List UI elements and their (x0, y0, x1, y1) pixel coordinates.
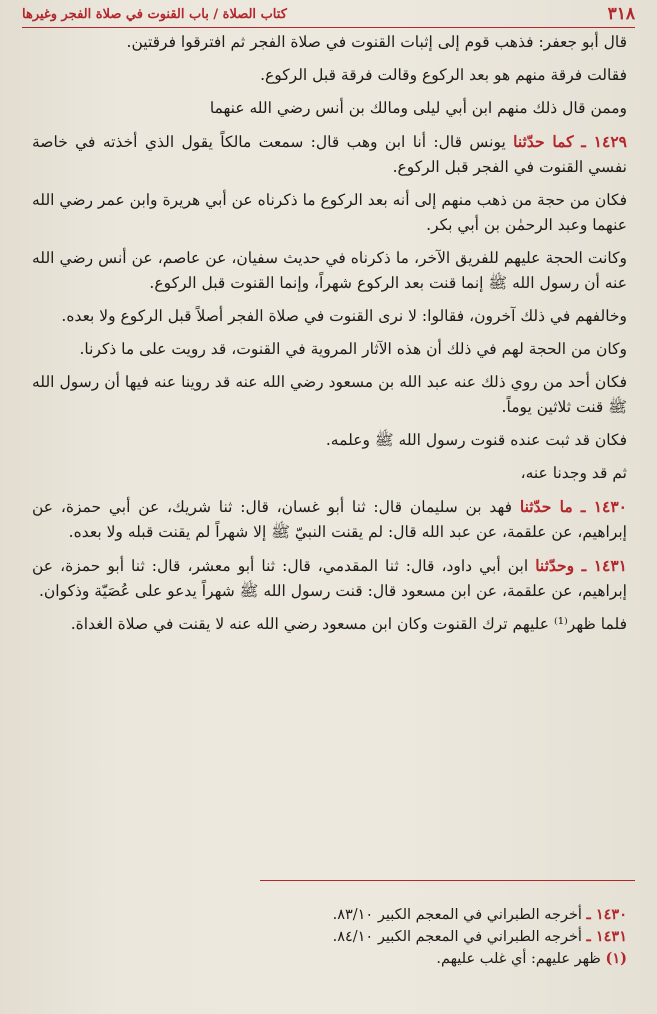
paragraph-text: يونس قال: أنا ابن وهب قال: سمعت مالكاً يقول الذي أخذته في خاصة نفسي القنوت في الفجر قبل الركوع. (32, 133, 627, 176)
paragraph (32, 63, 627, 88)
paragraph-text: وخالفهم في ذلك آخرون، فقالوا: لا نرى القنوت في صلاة الفجر أصلاً قبل الركوع ولا بعده. (61, 307, 627, 325)
paragraph (32, 461, 627, 486)
running-title: كتاب الصلاة / باب القنوت في صلاة الفجر وغيرها (22, 7, 287, 22)
footnote (150, 948, 627, 970)
paragraph (32, 428, 627, 453)
footnote-ref: ١٤٣٠ ـ (586, 906, 627, 923)
paragraph-text: فكان قد ثبت عنده قنوت رسول الله ﷺ وعلمه. (325, 431, 627, 449)
hadith-number: ١٤٣١ ـ وحدّثنا (535, 556, 628, 575)
paragraph (32, 96, 627, 121)
paragraph-text: وممن قال ذلك منهم ابن أبي ليلى ومالك بن أنس رضي الله عنهما (209, 99, 627, 117)
paragraph (32, 30, 627, 55)
header-rule (22, 27, 635, 28)
paragraph-text: وكانت الحجة عليهم للفريق الآخر، ما ذكرناه في حديث سفيان، عن عاصم، عن أنس رضي الله عنه أن رسول الله ﷺ إنما قنت بعد الركوع شهراً، وإنما القنوت قبل الركوع. (32, 249, 627, 292)
paragraph-text: ابن أبي داود، قال: ثنا المقدمي، قال: ثنا أبو معشر، قال: ثنا أبو حمزة، عن إبراهيم، عن علقمة، عن ابن مسعود قال: قنت رسول الله ﷺ شهراً يدعو على عُصَيّة وذكوان. (32, 557, 627, 600)
paragraph-text: وكان من الحجة لهم في ذلك أن هذه الآثار المروية في القنوت، قد رويت على ما ذكرنا. (79, 340, 627, 358)
page-number: ٣١٨ (607, 4, 635, 24)
paragraph-text: فلما ظهر⁽¹⁾ عليهم ترك القنوت وكان ابن مسعود رضي الله عنه لا يقنت في صلاة الغداة. (70, 615, 627, 633)
footnote-rule (260, 880, 635, 881)
main-text (32, 30, 627, 645)
hadith-paragraph (32, 553, 627, 604)
hadith-number: ١٤٣٠ ـ ما حدّثنا (519, 497, 628, 516)
page-header (22, 4, 635, 26)
hadith-paragraph (32, 129, 627, 180)
paragraph-text: فهد بن سليمان قال: ثنا أبو غسان، قال: ثنا شريك، عن أبي حمزة، عن إبراهيم، عن علقمة، عن عبد الله قال: لم يقنت النبيّ ﷺ إلا شهراً لم يقنت قبله ولا بعده. (32, 498, 627, 541)
footnotes (150, 904, 627, 970)
footnote-ref: ١٤٣١ ـ (586, 928, 627, 945)
footnote-text: أخرجه الطبراني في المعجم الكبير ٨٤/١٠. (332, 929, 587, 945)
footnote-text: أخرجه الطبراني في المعجم الكبير ٨٣/١٠. (332, 907, 587, 923)
paragraph (32, 188, 627, 238)
paragraph (32, 612, 627, 637)
footnote-text: ظهر عليهم: أي غلب عليهم. (436, 951, 606, 967)
footnote (150, 926, 627, 948)
paragraph-text: فقالت فرقة منهم هو بعد الركوع وقالت فرقة قبل الركوع. (260, 66, 627, 84)
paragraph (32, 246, 627, 296)
footnote (150, 904, 627, 926)
paragraph-text: قال أبو جعفر: فذهب قوم إلى إثبات القنوت في صلاة الفجر ثم افترقوا فرقتين. (126, 33, 627, 51)
hadith-number: ١٤٢٩ ـ كما حدّثنا (513, 132, 627, 151)
paragraph (32, 304, 627, 329)
paragraph-text: ثم قد وجدنا عنه، (520, 464, 627, 482)
paragraph (32, 370, 627, 420)
hadith-paragraph (32, 494, 627, 545)
footnote-ref: (١) (605, 950, 627, 967)
paragraph-text: فكان أحد من روي ذلك عنه عبد الله بن مسعود رضي الله عنه قد روينا عنه فيها أن رسول الله ﷺ قنت ثلاثين يوماً. (32, 373, 627, 416)
paragraph-text: فكان من حجة من ذهب منهم إلى أنه بعد الركوع ما ذكرناه عن أبي هريرة وابن عمر رضي الله عنهما وعبد الرحمٰن بن أبي بكر. (32, 191, 627, 234)
paragraph (32, 337, 627, 362)
